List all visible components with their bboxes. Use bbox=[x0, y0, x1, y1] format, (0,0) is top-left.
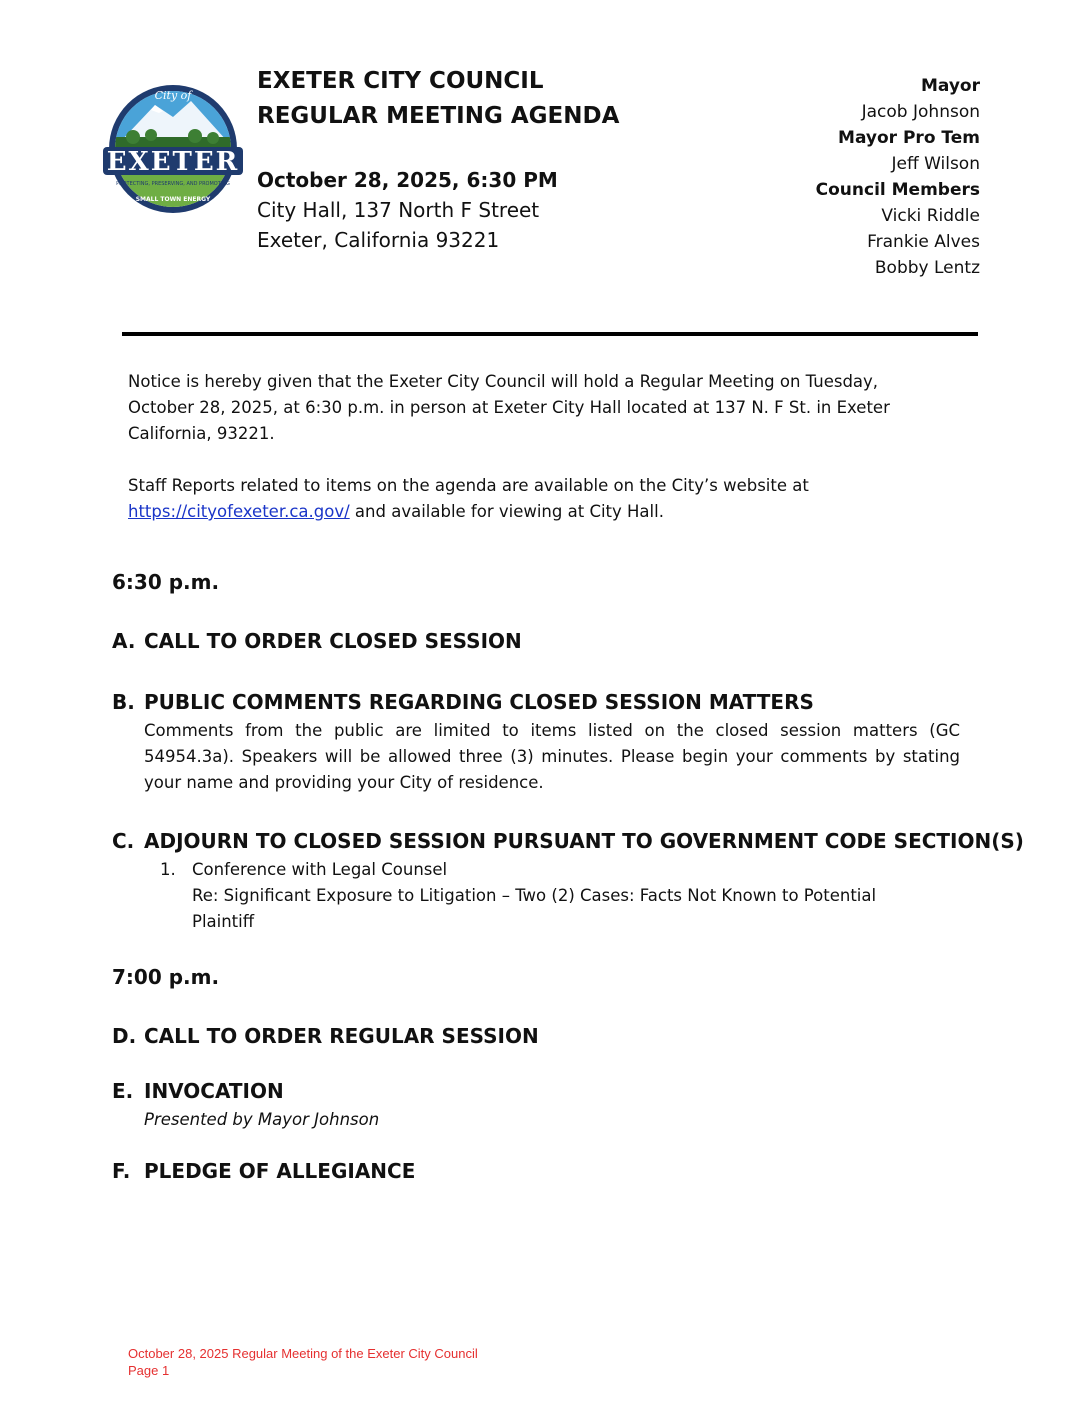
council-roster bbox=[816, 73, 980, 281]
section-letter: F. bbox=[112, 1159, 131, 1183]
footer-meeting-line: October 28, 2025 Regular Meeting of the Exeter City Council bbox=[128, 1346, 478, 1361]
header-divider bbox=[122, 332, 978, 336]
staff-reports-line-rest: and available for viewing at City Hall. bbox=[349, 502, 664, 521]
council-title: EXETER CITY COUNCIL bbox=[257, 68, 544, 94]
staff-reports-line: Staff Reports related to items on the agenda are available on the City’s website at bbox=[128, 476, 809, 495]
item-detail: Re: Significant Exposure to Litigation – Two (2) Cases: Facts Not Known to Potential Plaintiff bbox=[192, 886, 877, 931]
meeting-date-time: October 28, 2025, 6:30 PM bbox=[257, 168, 558, 192]
section-letter: D. bbox=[112, 1024, 137, 1048]
item-title: Conference with Legal Counsel bbox=[192, 860, 448, 879]
section-title: PLEDGE OF ALLEGIANCE bbox=[144, 1159, 416, 1183]
notice-line: California, 93221. bbox=[128, 424, 275, 443]
member-name: Frankie Alves bbox=[867, 232, 980, 252]
staff-reports-paragraph bbox=[128, 473, 928, 525]
city-seal-logo bbox=[103, 83, 243, 218]
member-name: Vicki Riddle bbox=[881, 206, 980, 226]
section-letter: C. bbox=[112, 829, 135, 853]
logo-tagline: PROTECTING, PRESERVING, AND PROMOTING bbox=[116, 181, 230, 187]
logo-bottom-text: SMALL TOWN ENERGY bbox=[135, 196, 211, 203]
closed-session-time: 6:30 p.m. bbox=[112, 570, 220, 594]
section-title: ADJOURN TO CLOSED SESSION PURSUANT TO GOVERNMENT CODE SECTION(S) bbox=[144, 829, 1024, 853]
notice-line: Notice is hereby given that the Exeter City Council will hold a Regular Meeting on Tuesday, bbox=[128, 372, 879, 391]
notice-paragraph bbox=[128, 369, 928, 447]
footer-page-number: Page 1 bbox=[128, 1363, 170, 1378]
notice-line: October 28, 2025, at 6:30 p.m. in person at Exeter City Hall located at 137 N. F St. in Exeter bbox=[128, 398, 890, 417]
section-letter: A. bbox=[112, 629, 136, 653]
pro-tem-label: Mayor Pro Tem bbox=[838, 128, 980, 148]
mayor-label: Mayor bbox=[920, 76, 980, 96]
section-b-body: Comments from the public are limited to items listed on the closed session matters (GC 54954.3a). Speakers will be allowed three (3) minutes. Please begin your comments by stating your name and providing your City of residence. bbox=[144, 721, 960, 792]
section-title: CALL TO ORDER CLOSED SESSION bbox=[144, 629, 522, 653]
page-footer bbox=[128, 1345, 478, 1379]
logo-name: EXETER bbox=[106, 147, 240, 177]
mayor-name: Jacob Johnson bbox=[861, 102, 980, 122]
section-d-heading bbox=[112, 1024, 539, 1048]
members-label: Council Members bbox=[815, 180, 980, 200]
logo-top-text: City of bbox=[154, 89, 192, 102]
section-letter: B. bbox=[112, 690, 135, 714]
section-title: INVOCATION bbox=[144, 1079, 284, 1103]
section-b-heading bbox=[112, 690, 814, 714]
section-title: PUBLIC COMMENTS REGARDING CLOSED SESSION MATTERS bbox=[144, 690, 814, 714]
item-number: 1. bbox=[160, 860, 176, 879]
section-e-heading bbox=[112, 1079, 284, 1103]
address-line-1: City Hall, 137 North F Street bbox=[257, 198, 540, 222]
section-title: CALL TO ORDER REGULAR SESSION bbox=[144, 1024, 539, 1048]
member-name: Bobby Lentz bbox=[874, 258, 980, 278]
regular-session-time: 7:00 p.m. bbox=[112, 965, 220, 989]
address-line-2: Exeter, California 93221 bbox=[257, 228, 500, 252]
closed-session-item bbox=[160, 857, 447, 883]
pro-tem-name: Jeff Wilson bbox=[891, 154, 980, 174]
section-f-heading bbox=[112, 1159, 415, 1183]
section-letter: E. bbox=[112, 1079, 134, 1103]
section-a-heading bbox=[112, 629, 522, 653]
agenda-title: REGULAR MEETING AGENDA bbox=[257, 103, 620, 129]
section-e-body: Presented by Mayor Johnson bbox=[144, 1110, 380, 1129]
section-c-heading bbox=[112, 829, 1024, 853]
city-website-link[interactable]: https://cityofexeter.ca.gov/ bbox=[128, 502, 350, 521]
